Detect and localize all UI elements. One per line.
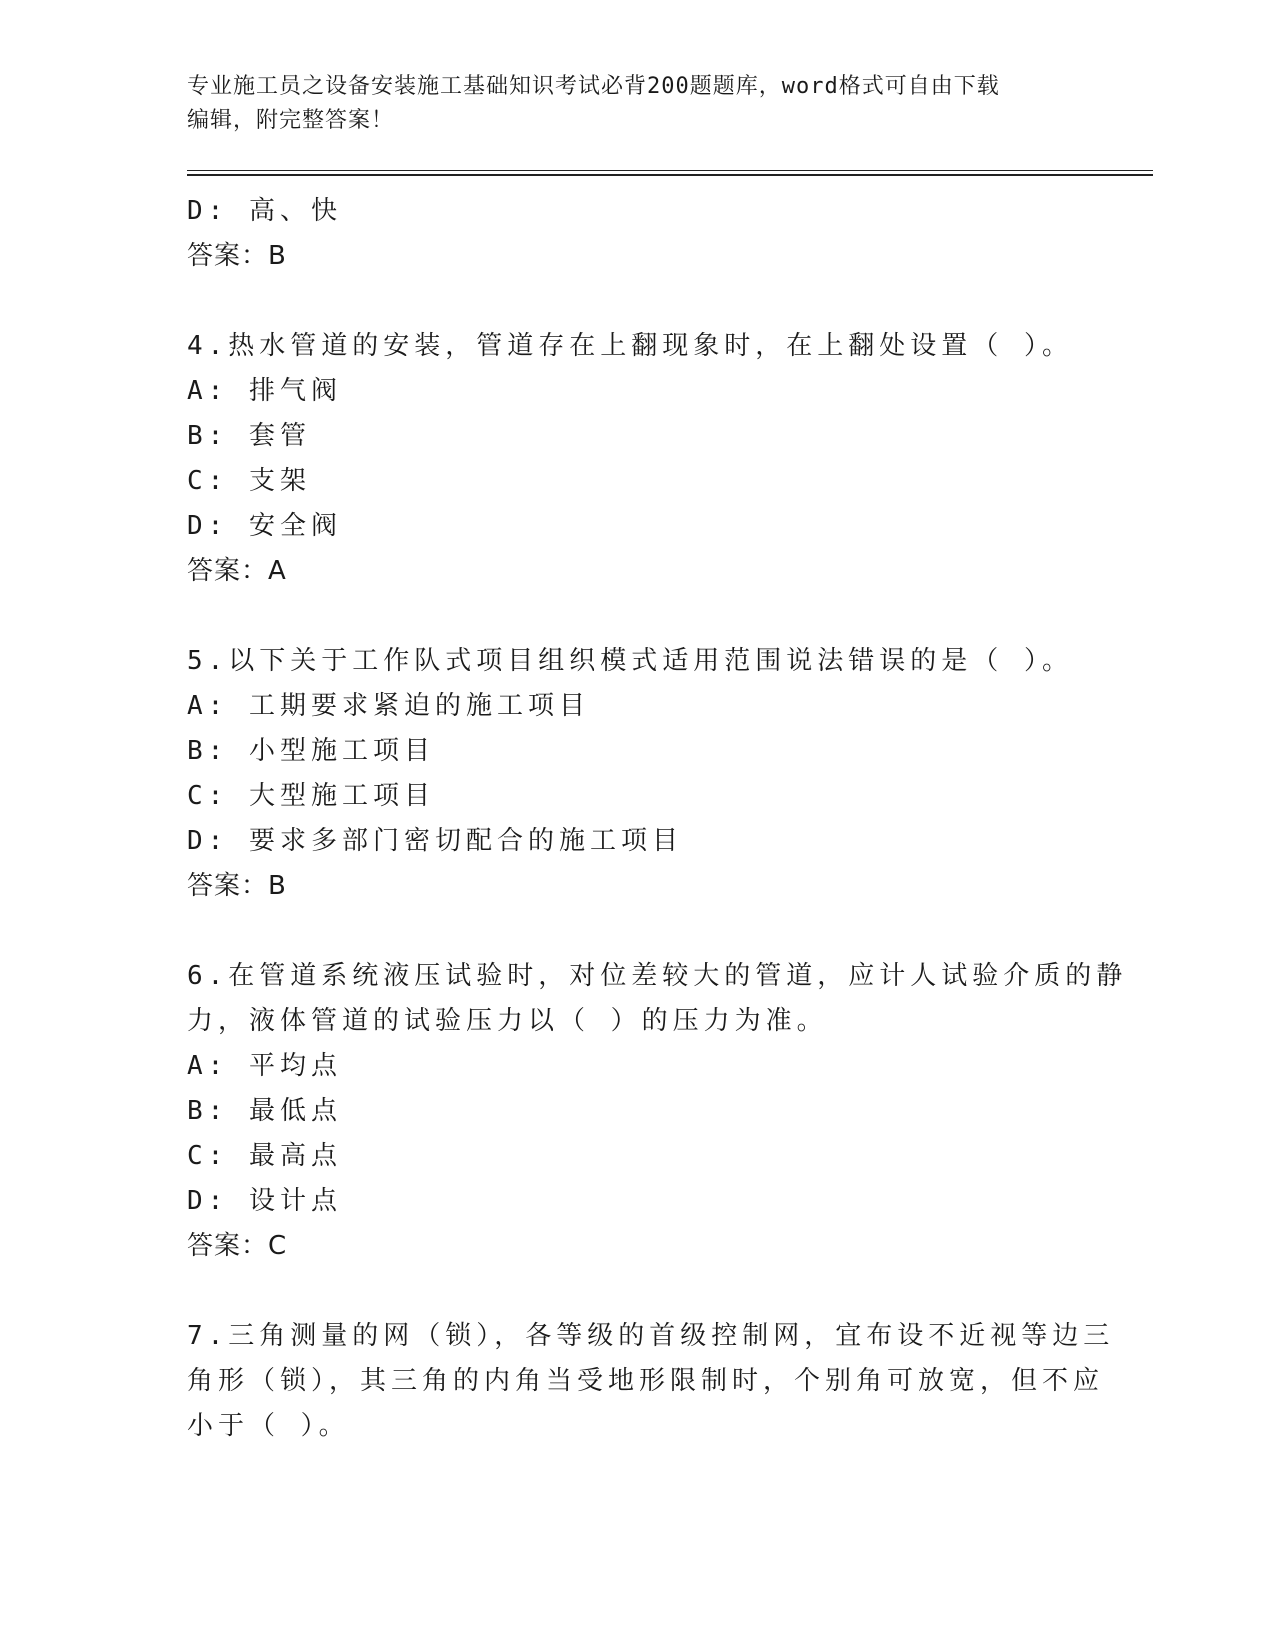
question-stem-line-1: 7.三角测量的网（锁），各等级的首级控制网，宜布设不近视等边三 [187,1321,1115,1351]
question-stem-line-2: 力，液体管道的试验压力以（ ）的压力为准。 [187,1006,828,1036]
spacer [187,279,1067,324]
question-5 [187,639,1073,909]
answer: 答案：B [187,871,287,901]
header-line-2: 编辑，附完整答案！ [187,108,395,133]
spacer [187,594,1067,639]
option-d: D: 安全阀 [187,511,342,541]
document-body [187,189,1128,1449]
prev-option-d: D: 高、快 [187,196,342,226]
question-7 [187,1314,1115,1449]
header-divider-thin [187,170,1153,171]
header-line-1: 专业施工员之设备安装施工基础知识考试必背200题题库，word格式可自由下载 [187,74,1000,99]
answer: 答案：C [187,1231,288,1261]
question-stem-line-2: 角形（锁），其三角的内角当受地形限制时，个别角可放宽，但不应 [187,1366,1105,1396]
question-4 [187,324,1073,594]
prev-answer: 答案：B [187,241,287,271]
option-b: B: 套管 [187,421,311,451]
option-d: D: 设计点 [187,1186,342,1216]
question-6 [187,954,1128,1269]
document-header [187,70,1067,138]
header-divider-thick [187,174,1153,176]
option-a: A: 平均点 [187,1051,342,1081]
answer: 答案：A [187,556,287,586]
spacer [187,1269,1067,1314]
spacer [187,909,1067,954]
question-stem: 5.以下关于工作队式项目组织模式适用范围说法错误的是（ ）。 [187,646,1073,676]
question-stem: 4.热水管道的安装，管道存在上翻现象时，在上翻处设置（ ）。 [187,331,1073,361]
option-a: A: 工期要求紧迫的施工项目 [187,691,590,721]
option-a: A: 排气阀 [187,376,342,406]
option-c: C: 最高点 [187,1141,342,1171]
question-stem-line-1: 6.在管道系统液压试验时，对位差较大的管道，应计人试验介质的静 [187,961,1128,991]
question-stem-line-3: 小于（ ）。 [187,1411,350,1441]
option-b: B: 小型施工项目 [187,736,435,766]
option-b: B: 最低点 [187,1096,342,1126]
option-d: D: 要求多部门密切配合的施工项目 [187,826,683,856]
option-c: C: 大型施工项目 [187,781,435,811]
option-c: C: 支架 [187,466,311,496]
